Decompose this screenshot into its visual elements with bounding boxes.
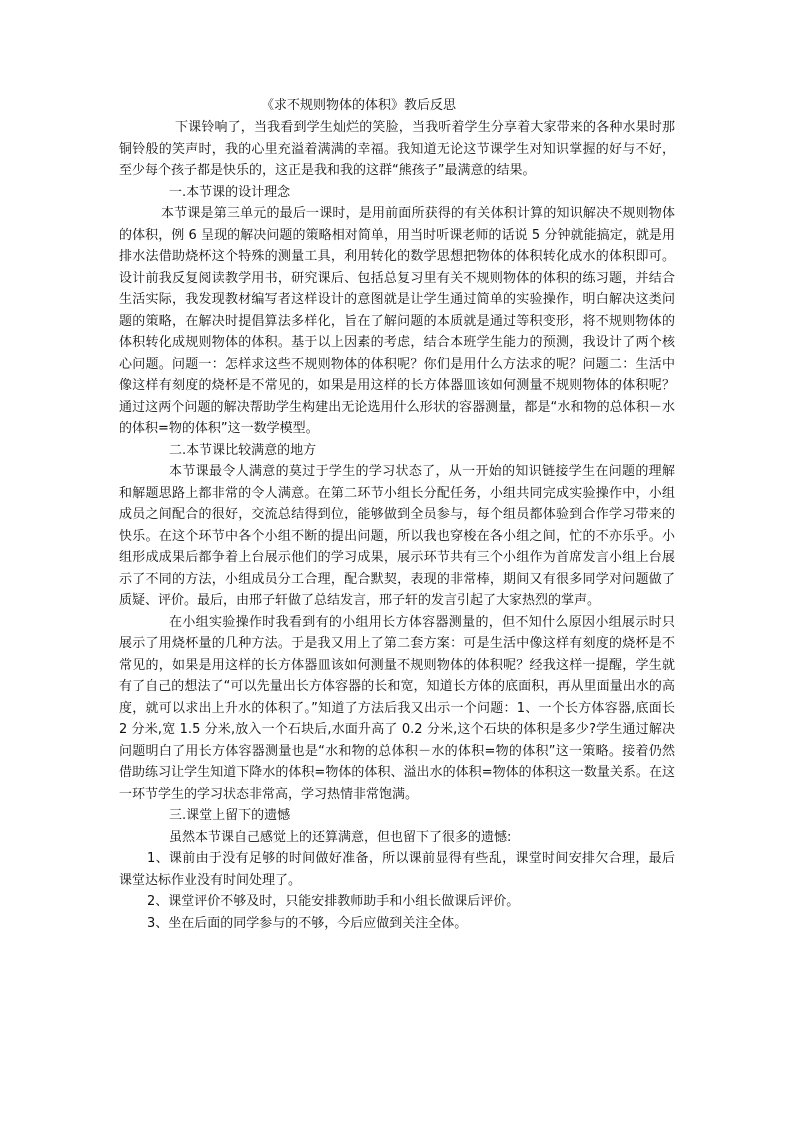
section-heading-design-concept: 一.本节课的设计理念 (169, 184, 291, 200)
section-heading-satisfying-points: 二.本节课比较满意的地方 (169, 442, 317, 458)
section-heading-regrets: 三.课堂上留下的遗憾 (169, 808, 291, 823)
regret-item-2: 2、课堂评价不够及时，只能安排教师助手和小组长做课后评价。 (147, 894, 520, 909)
design-concept-paragraph: 本节课是第三单元的最后一课时，是用前面所获得的有关体积计算的知识解决不规则物体的体积，例 6 呈现的解决问题的策略相对简单，用当时听课老师的话说 5 分钟就能搞定，就是用排水法借助烧杯这个特殊的测量工具，利用转化的数学思想把物体的体积转化成水的体积即可。设计前我反复阅读教学用书，研究课后、包括总复习里有关不规则物体的体积的练习题，并结合生活实际，我发现教材编写者这样设计的意图就是让学生通过简单的实验操作，明白解决这类问题的策略，在解决时提倡算法多样化，旨在了解问题的本质就是通过等积变形，将不规则物体的体积转化成规则物体的体积。基于以上因素的考虑，结合本班学生能力的预测，我设计了两个核心问题。问题一：怎样求这些不规则物体的体积呢？你们是用什么方法求的呢？问题二：生活中像这样有刻度的烧杯是不常见的，如果是用这样的长方体器皿该如何测量不规则物体的体积呢？通过这两个问题的解决帮助学生构建出无论选用什么形状的容器测量，都是“水和物的总体积－水的体积=物的体积”这一数学模型。 (119, 206, 675, 436)
regret-item-1: 1、课前由于没有足够的时间做好准备，所以课前显得有些乱，课堂时间安排欠合理，最后课堂达标作业没有时间处理了。 (119, 851, 675, 888)
regrets-lead-paragraph: 虽然本节课自己感觉上的还算满意，但也留下了很多的遗憾: (169, 829, 512, 845)
document-title: 《求不规则物体的体积》教后反思 (261, 98, 457, 113)
satisfying-points-paragraph-2: 在小组实验操作时我看到有的小组用长方体容器测量的，但不知什么原因小组展示时只展示了用烧杯量的几种方法。于是我又用上了第二套方案：可是生活中像这样有刻度的烧杯是不常见的，如果是用这样的长方体器皿该如何测量不规则物体的体积呢？经我这样一提醒，学生就有了自己的想法了“可以先量出长方体容器的长和宽，知道长方体的底面积，再从里面量出水的高度，就可以求出上升水的体积了。”知道了方法后我又出示一个问题：1、一个长方体容器,底面长 2 分米,宽 1.5 分米,放入一个石块后,水面升高了 0.2 分米,这个石块的体积是多少?学生通过解决问题明白了用长方体容器测量也是“水和物的总体积－水的体积=物的体积”这一策略。接着仍然借助练习让学生知道下降水的体积=物体的体积、溢出水的体积=物体的体积这一数量关系。在这一环节学生的学习状态非常高，学习热情非常饱满。 (119, 614, 675, 802)
document-page (119, 95, 675, 934)
satisfying-points-paragraph-1: 本节课最令人满意的莫过于学生的学习状态了，从一开始的知识链接学生在问题的理解和解题思路上都非常的令人满意。在第二环节小组长分配任务，小组共同完成实验操作中，小组成员之间配合的很好，交流总结得到位，能够做到全员参与，每个组员都体验到合作学习带来的快乐。在这个环节中各个小组不断的提出问题，所以我也穿梭在各小组之间，忙的不亦乐乎。小组形成成果后都争着上台展示他们的学习成果，展示环节共有三个小组作为首席发言小组上台展示了不同的方法，小组成员分工合理，配合默契，表现的非常棒，期间又有很多同学对问题做了质疑、评价。最后，由邢子轩做了总结发言，邢子轩的发言引起了大家热烈的掌声。 (119, 464, 675, 608)
intro-paragraph: 下课铃响了，当我看到学生灿烂的笑脸，当我听着学生分享着大家带来的各种水果时那铜铃般的笑声时，我的心里充溢着满满的幸福。我知道无论这节课学生对知识掌握的好与不好，至少每个孩子都是快乐的，这正是我和我的这群“熊孩子”最满意的结果。 (119, 120, 675, 178)
regret-item-3: 3、坐在后面的同学参与的不够，今后应做到关注全体。 (147, 915, 468, 931)
